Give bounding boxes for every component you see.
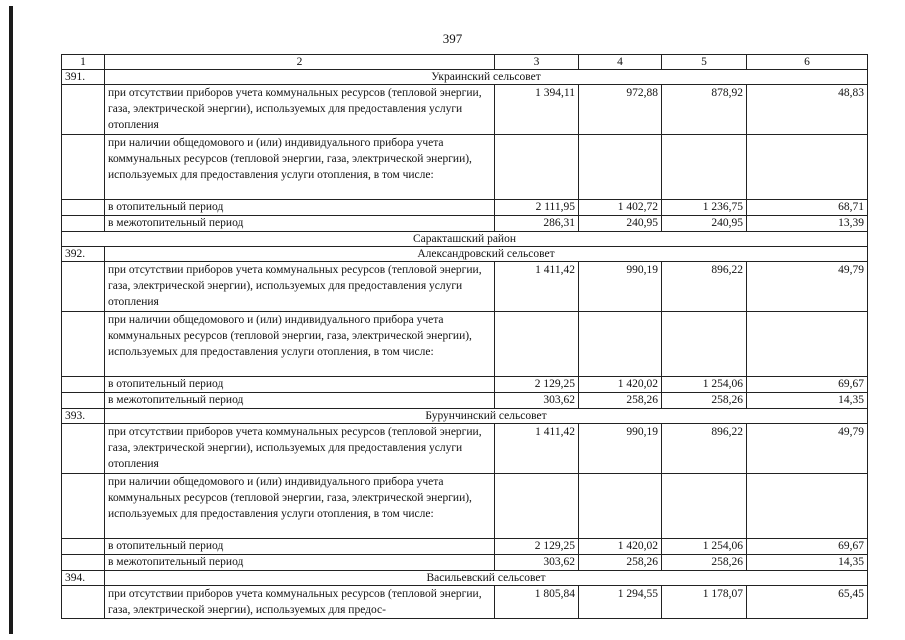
section-row: [62, 571, 868, 586]
cell-value: 1 411,42: [495, 424, 579, 474]
region-row: [62, 232, 868, 247]
table-row: [62, 377, 868, 393]
cell-value: 258,26: [579, 393, 662, 409]
section-row: [62, 409, 868, 424]
column-header-5: 5: [662, 55, 747, 70]
row-description: при отсутствии приборов учета коммунальных ресурсов (тепловой энергии, газа, электрической энергии), используемых для предоставления услуги отопления: [105, 262, 495, 312]
cell-value: 896,22: [662, 424, 747, 474]
page-number: 397: [442, 31, 463, 46]
cell-value: 65,45: [747, 586, 868, 619]
cell-value: 972,88: [579, 85, 662, 135]
cell-value: 1 420,02: [579, 539, 662, 555]
cell-value: 69,67: [747, 539, 868, 555]
tariff-table: [61, 54, 868, 619]
cell-value: 69,67: [747, 377, 868, 393]
column-header-4: 4: [579, 55, 662, 70]
cell-value: 1 420,02: [579, 377, 662, 393]
cell-value: 990,19: [579, 424, 662, 474]
cell-value: 286,31: [495, 216, 579, 232]
cell-value: 48,83: [747, 85, 868, 135]
cell-value: 303,62: [495, 393, 579, 409]
row-description: в отопительный период: [105, 200, 495, 216]
cell-value: 49,79: [747, 424, 868, 474]
cell-value: 49,79: [747, 262, 868, 312]
cell-value: 258,26: [662, 555, 747, 571]
settlement-name: Александровский сельсовет: [105, 247, 868, 262]
region-name: Саракташский район: [62, 232, 868, 247]
table-row: [62, 474, 868, 539]
table-row: [62, 586, 868, 619]
page-edge-bar: [9, 6, 13, 634]
row-description: при наличии общедомового и (или) индивидуального прибора учета коммунальных ресурсов (тепловой энергии, газа, электрической энергии), используемых для предоставления услуги отопления, в том числе:: [105, 312, 495, 377]
table-row: [62, 200, 868, 216]
cell-value: 1 411,42: [495, 262, 579, 312]
cell-value: 896,22: [662, 262, 747, 312]
section-row: [62, 70, 868, 85]
column-header-2: 2: [105, 55, 495, 70]
cell-value: 2 129,25: [495, 539, 579, 555]
cell-value: 1 805,84: [495, 586, 579, 619]
section-row: [62, 247, 868, 262]
cell-value: 240,95: [662, 216, 747, 232]
table-row: [62, 312, 868, 377]
cell-value: 2 129,25: [495, 377, 579, 393]
column-header-row: [62, 55, 868, 70]
row-description: при наличии общедомового и (или) индивидуального прибора учета коммунальных ресурсов (тепловой энергии, газа, электрической энергии), используемых для предоставления услуги отопления, в том числе:: [105, 474, 495, 539]
cell-value: 13,39: [747, 216, 868, 232]
row-number: 391.: [62, 70, 105, 85]
row-description: в межотопительный период: [105, 216, 495, 232]
row-description: в отопительный период: [105, 377, 495, 393]
cell-value: 990,19: [579, 262, 662, 312]
cell-value: 1 294,55: [579, 586, 662, 619]
column-header-3: 3: [495, 55, 579, 70]
table-row: [62, 85, 868, 135]
table-row: [62, 393, 868, 409]
table-row: [62, 424, 868, 474]
column-header-6: 6: [747, 55, 868, 70]
row-number: 392.: [62, 247, 105, 262]
column-header-1: 1: [62, 55, 105, 70]
cell-value: 14,35: [747, 393, 868, 409]
cell-value: 240,95: [579, 216, 662, 232]
row-description: в отопительный период: [105, 539, 495, 555]
cell-value: 303,62: [495, 555, 579, 571]
cell-value: 1 236,75: [662, 200, 747, 216]
row-description: при отсутствии приборов учета коммунальных ресурсов (тепловой энергии, газа, электрической энергии), используемых для предоставления услуги отопления: [105, 85, 495, 135]
table-row: [62, 555, 868, 571]
table-row: [62, 135, 868, 200]
cell-value: 1 254,06: [662, 539, 747, 555]
cell-value: 878,92: [662, 85, 747, 135]
row-number: 394.: [62, 571, 105, 586]
settlement-name: Васильевский сельсовет: [105, 571, 868, 586]
cell-value: 2 111,95: [495, 200, 579, 216]
cell-value: 258,26: [662, 393, 747, 409]
row-description: при наличии общедомового и (или) индивидуального прибора учета коммунальных ресурсов (тепловой энергии, газа, электрической энергии), используемых для предоставления услуги отопления, в том числе:: [105, 135, 495, 200]
table-row: [62, 262, 868, 312]
row-description: при отсутствии приборов учета коммунальных ресурсов (тепловой энергии, газа, электрической энергии), используемых для предоставления услуги отопления: [105, 424, 495, 474]
row-description: в межотопительный период: [105, 555, 495, 571]
cell-value: 1 178,07: [662, 586, 747, 619]
row-number: 393.: [62, 409, 105, 424]
cell-value: 1 254,06: [662, 377, 747, 393]
cell-value: 1 394,11: [495, 85, 579, 135]
table-row: [62, 539, 868, 555]
cell-value: 68,71: [747, 200, 868, 216]
settlement-name: Бурунчинский сельсовет: [105, 409, 868, 424]
row-description: в межотопительный период: [105, 393, 495, 409]
cell-value: 258,26: [579, 555, 662, 571]
settlement-name: Украинский сельсовет: [105, 70, 868, 85]
table-row: [62, 216, 868, 232]
cell-value: 1 402,72: [579, 200, 662, 216]
cell-value: 14,35: [747, 555, 868, 571]
row-description: при отсутствии приборов учета коммунальных ресурсов (тепловой энергии, газа, электрической энергии), используемых для предос-: [105, 586, 495, 619]
